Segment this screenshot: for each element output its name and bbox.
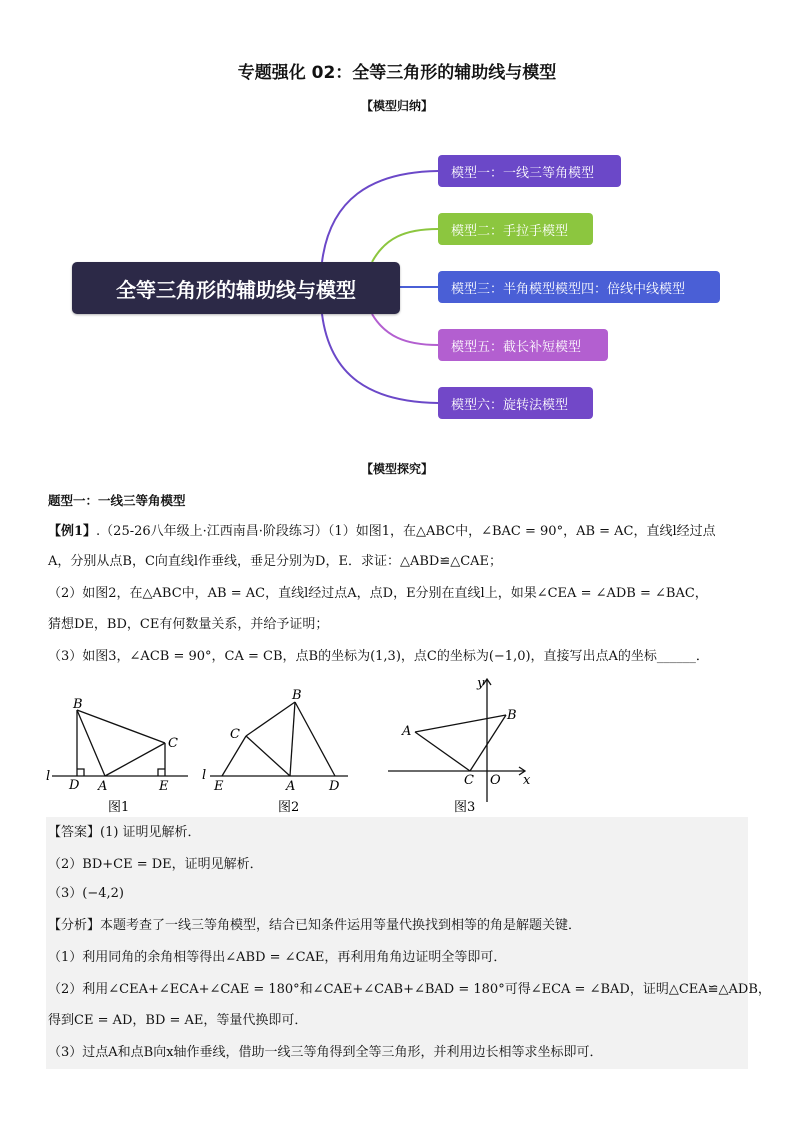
fig2-label-A: A: [286, 779, 296, 794]
fig2-caption: 图2: [278, 800, 300, 815]
answer-1: 【答案】(1) 证明见解析．: [48, 825, 201, 840]
figure-3: [388, 679, 525, 802]
fig1-label-E: E: [159, 779, 169, 794]
example-label: 【例1】: [48, 524, 97, 539]
analysis-step-3: （3）过点A和点B向x轴作垂线，借助一线三等角得到全等三角形，并利用边长相等求坐标即可．: [48, 1045, 603, 1060]
analysis-intro: 【分析】本题考查了一线三等角模型，结合已知条件运用等量代换找到相等的角是解题关键．: [48, 918, 582, 933]
fig3-label-A: A: [402, 724, 412, 739]
fig1-label-A: A: [98, 779, 108, 794]
question-2-line-1: （2）如图2，在△ABC中，AB = AC，直线l经过点A，点D，E分别在直线l上，如果∠CEA = ∠ADB = ∠BAC，: [48, 586, 708, 601]
connector-model-6: [322, 314, 438, 403]
mindmap-central-node: 全等三角形的辅助线与模型: [72, 262, 400, 314]
section-heading-model-summary: 【模型归纳】: [360, 99, 433, 113]
fig1-right-angle-D: [77, 769, 84, 776]
fig1-label-B: B: [73, 697, 83, 712]
fig2-label-C: C: [230, 727, 240, 742]
fig2-label-D: D: [329, 779, 340, 794]
analysis-step-2-line-1: （2）利用∠CEA+∠ECA+∠CAE = 180°和∠CAE+∠CAB+∠BAD = 180°可得∠ECA = ∠BAD，证明△CEA≌△ADB，: [48, 982, 771, 997]
fig2-label-B: B: [292, 688, 302, 703]
fig3-label-x: x: [523, 773, 531, 788]
question-1-line-1: [48, 522, 748, 542]
fig3-label-O: O: [490, 773, 501, 788]
answer-2: （2）BD+CE = DE，证明见解析．: [48, 857, 263, 872]
fig1-segment-BC: [77, 710, 165, 743]
fig2-segment-CB: [246, 702, 295, 736]
fig3-segment-AC: [415, 732, 470, 771]
mindmap-branch-model-6: 模型六：旋转法模型: [438, 387, 593, 419]
fig2-segment-CA: [246, 736, 290, 776]
figures-area: [40, 672, 760, 817]
analysis-step-2-line-2: 得到CE = AD，BD = AE，等量代换即可．: [48, 1013, 308, 1028]
question-3-line-1: （3）如图3，∠ACB = 90°，CA = CB，点B的坐标为(1,3)，点C的坐标为(−1,0)，直接写出点A的坐标______．: [48, 649, 709, 664]
question-1-line-2: A，分别从点B，C向直线l作垂线，垂足分别为D，E．求证：△ABD≌△CAE；: [48, 554, 503, 569]
mindmap-branch-model-1: 模型一：一线三等角模型: [438, 155, 621, 187]
type-heading: 题型一：一线三等角模型: [48, 493, 186, 508]
fig1-caption: 图1: [108, 800, 130, 815]
fig3-label-B: B: [507, 708, 517, 723]
mindmap-branch-model-5: 模型五：截长补短模型: [438, 329, 608, 361]
mindmap-branch-model-3-4: 模型三：半角模型模型四：倍线中线模型: [438, 271, 720, 303]
section-heading-model-explore: 【模型探究】: [360, 462, 433, 476]
fig1-label-C: C: [168, 736, 178, 751]
fig1-label-D: D: [69, 778, 80, 793]
fig3-label-C: C: [464, 773, 474, 788]
connector-model-1: [322, 171, 438, 262]
mindmap-branch-model-2: 模型二：手拉手模型: [438, 213, 593, 245]
fig3-caption: 图3: [454, 800, 476, 815]
fig1-segment-AC: [105, 743, 165, 776]
fig1-label-l: l: [46, 769, 51, 784]
fig3-segment-AB: [415, 715, 506, 732]
fig2-label-l: l: [202, 768, 207, 783]
page-title: 专题强化 02：全等三角形的辅助线与模型: [237, 63, 557, 83]
fig1-right-angle-E: [158, 769, 165, 776]
fig2-label-E: E: [214, 779, 224, 794]
question-2-line-2: 猜想DE，BD，CE有何数量关系，并给予证明；: [48, 617, 329, 632]
answer-3: （3）(−4,2): [48, 886, 124, 901]
connector-model-2: [372, 229, 438, 262]
fig2-segment-EC: [222, 736, 246, 776]
analysis-step-1: （1）利用同角的余角相等得出∠ABD = ∠CAE，再利用角角边证明全等即可．: [48, 950, 507, 965]
connector-model-5: [372, 314, 438, 345]
fig3-segment-CB: [470, 715, 506, 771]
fig1-segment-BA: [77, 710, 105, 776]
fig2-segment-BA: [290, 702, 295, 776]
fig3-label-y: y: [477, 676, 485, 691]
fig2-segment-BD: [295, 702, 335, 776]
question-1-text: .（25-26八年级上·江西南昌·阶段练习）（1）如图1，在△ABC中，∠BAC = 90°，AB = AC，直线l经过点: [96, 524, 716, 539]
